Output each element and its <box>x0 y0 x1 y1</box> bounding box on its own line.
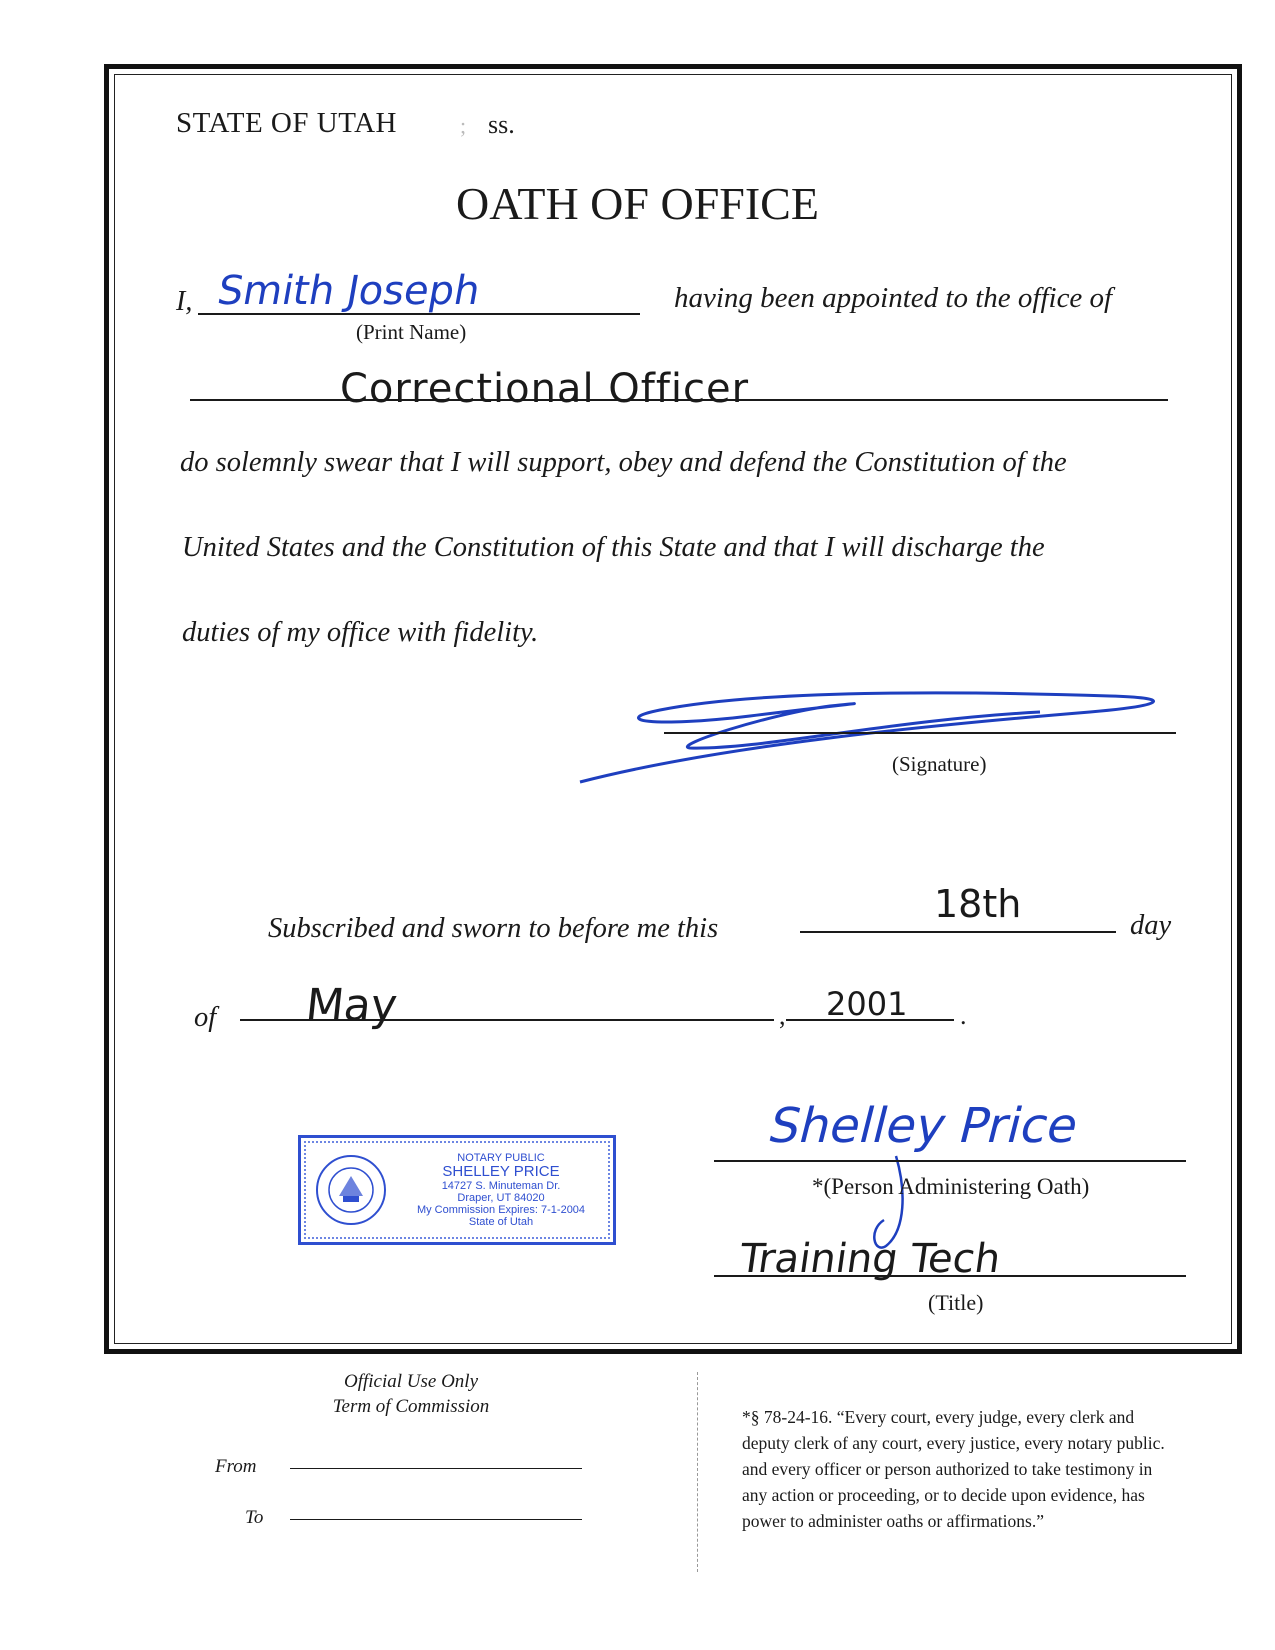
i-label: I, <box>176 286 193 317</box>
title-label: (Title) <box>928 1290 984 1315</box>
handwritten-name: Smith Joseph <box>213 268 484 314</box>
term-heading: Term of Commission <box>332 1396 490 1417</box>
stamp-line-4: Draper, UT 84020 <box>457 1192 545 1204</box>
office-line <box>190 399 1168 401</box>
stamp-line-3: 14727 S. Minuteman Dr. <box>441 1180 561 1192</box>
from-label: From <box>215 1456 257 1477</box>
day-line <box>800 931 1116 933</box>
print-name-label: (Print Name) <box>356 320 467 344</box>
of-label: of <box>194 1002 217 1033</box>
comma: , <box>779 1001 786 1030</box>
administrator-label: *(Person Administering Oath) <box>812 1174 1090 1199</box>
footnote-line-1: *§ 78-24-16. “Every court, every judge, every clerk and <box>742 1407 1135 1427</box>
period: . <box>960 1001 967 1030</box>
divider <box>697 1372 698 1572</box>
appointed-text: having been appointed to the office of <box>674 282 1113 314</box>
administrator-signature: Shelley Price <box>763 1098 1085 1154</box>
oath-text-line-3: duties of my office with fidelity. <box>182 617 539 648</box>
oath-text-line-2: United States and the Constitution of this State and that I will discharge the <box>182 532 1045 563</box>
stamp-text-block <box>396 1152 606 1228</box>
handwritten-title: Training Tech <box>736 1236 1004 1282</box>
footnote-line-5: power to administer oaths or affirmations.” <box>742 1511 1044 1531</box>
stamp-line-2: SHELLEY PRICE <box>442 1163 560 1180</box>
stamp-line-6: State of Utah <box>468 1216 534 1228</box>
oath-text-line-1: do solemnly swear that I will support, obey and defend the Constitution of the <box>180 447 1067 478</box>
to-label: To <box>245 1507 264 1528</box>
signature-label: (Signature) <box>892 752 987 776</box>
official-use-heading: Official Use Only <box>343 1371 479 1392</box>
handwritten-office: Correctional Officer <box>340 366 750 412</box>
administrator-line <box>714 1160 1186 1162</box>
footnote-line-2: deputy clerk of any court, every justice, every notary public. <box>742 1433 1165 1453</box>
signature-line <box>664 732 1176 734</box>
footnote <box>742 1404 1165 1534</box>
year-line <box>786 1019 954 1021</box>
stamp-line-5: My Commission Expires: 7-1-2004 <box>416 1204 586 1216</box>
month-line <box>240 1019 774 1021</box>
handwritten-day: 18th <box>934 882 1022 926</box>
state-label: STATE OF UTAH <box>176 107 397 139</box>
handwritten-month: May <box>303 980 400 1031</box>
page-title: OATH OF OFFICE <box>456 178 819 229</box>
from-line <box>290 1468 582 1469</box>
title-line <box>714 1275 1186 1277</box>
footnote-line-3: and every officer or person authorized to take testimony in <box>742 1459 1153 1479</box>
to-line <box>290 1519 582 1520</box>
name-line <box>198 313 640 315</box>
ss-label: ss. <box>488 110 515 139</box>
notary-stamp <box>298 1135 616 1245</box>
subscribed-text: Subscribed and sworn to before me this <box>268 913 719 944</box>
handwritten-year: 2001 <box>826 985 908 1023</box>
day-label: day <box>1130 910 1172 941</box>
stamp-line-1: NOTARY PUBLIC <box>457 1152 545 1164</box>
venue-bracket: ; <box>460 113 467 138</box>
state-seal-icon <box>313 1152 389 1228</box>
footnote-line-4: any action or proceeding, or to decide upon evidence, has <box>742 1485 1145 1505</box>
